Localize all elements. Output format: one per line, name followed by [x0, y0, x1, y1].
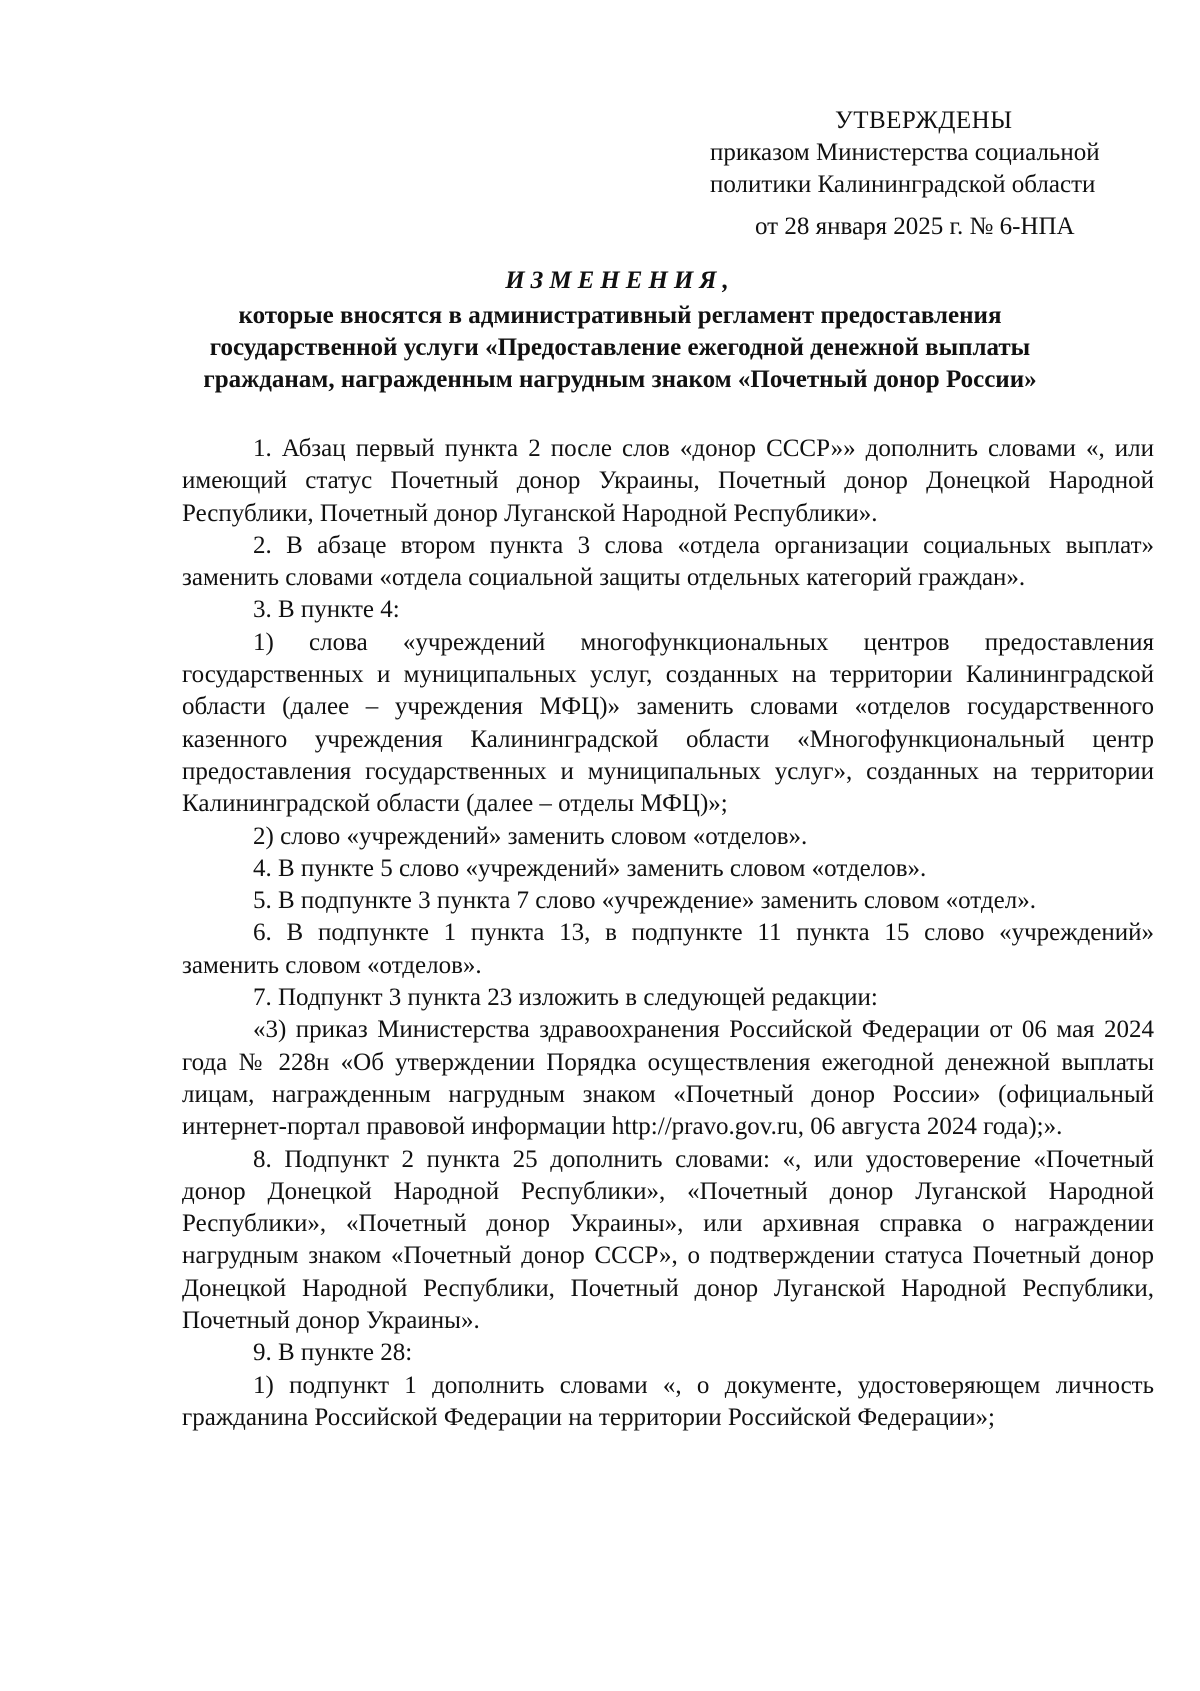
- paragraph-item-9: 9. В пункте 28:: [253, 1339, 413, 1367]
- document-subtitle: [180, 300, 1060, 396]
- subtitle-line-1: которые вносятся в административный регламент предоставления: [238, 302, 1002, 329]
- paragraph-item-8: 8. Подпункт 2 пункта 25 дополнить словами: «, или удостоверение «Почетный донор Донецкой Народной Республики», «Почетный донор Луганской Народной Республики», «Почетный донор Украины», или архивная справка о награждении нагрудным знаком «Почетный донор СССР», о подтверждении статуса Почетный донор Донецкой Народной Республики, Почетный донор Луганской Народной Республики, Почетный донор Украины».: [182, 1145, 1154, 1335]
- paragraph-item-3: 3. В пункте 4:: [253, 596, 400, 624]
- paragraph-item-3-2: 2) слово «учреждений» заменить словом «отделов».: [253, 822, 808, 850]
- paragraph-item-2: 2. В абзаце втором пункта 3 слова «отдела организации социальных выплат» заменить словами «отдела социальной защиты отдельных категорий граждан».: [182, 531, 1154, 592]
- approval-date: от 28 января 2025 г. № 6-НПА: [755, 213, 1075, 240]
- approval-heading: УТВЕРЖДЕНЫ: [835, 107, 1013, 134]
- document-title: ИЗМЕНЕНИЯ,: [505, 267, 735, 294]
- approval-stamp: [710, 105, 1170, 243]
- paragraph-item-7-quote: «3) приказ Министерства здравоохранения Российской Федерации от 06 мая 2024 года № 228н «Об утверждении Порядка осуществления ежегодной денежной выплаты лицам, награжденным нагрудным знаком «Почетный донор России» (официальный интернет-портал правовой информации http://pravo.gov.ru, 06 августа 2024 года);».: [182, 1016, 1154, 1141]
- document-body: [182, 433, 1154, 1434]
- paragraph-item-7: 7. Подпункт 3 пункта 23 изложить в следующей редакции:: [253, 984, 878, 1012]
- approval-line-2: политики Калининградской области: [710, 171, 1096, 198]
- paragraph-item-9-1: 1) подпункт 1 дополнить словами «, о документе, удостоверяющем личность гражданина Российской Федерации на территории Российской Федерации»;: [182, 1371, 1154, 1431]
- paragraph-item-5: 5. В подпункте 3 пункта 7 слово «учреждение» заменить словом «отдел».: [253, 887, 1036, 915]
- paragraph-item-3-1: 1) слова «учреждений многофункциональных центров предоставления государственных и муниципальных услуг, созданных на территории Калининградской области (далее – учреждения МФЦ)» заменить словами «отделов государственного казенного учреждения Калининградской области «Многофункциональный центр предоставления государственных и муниципальных услуг», созданных на территории Калининградской области (далее – отделы МФЦ)»;: [182, 628, 1154, 818]
- paragraph-item-1: 1. Абзац первый пункта 2 после слов «донор СССР»» дополнить словами «, или имеющий статус Почетный донор Украины, Почетный донор Донецкой Народной Республики, Почетный донор Луганской Народной Республики».: [182, 435, 1154, 527]
- paragraph-item-6: 6. В подпункте 1 пункта 13, в подпункте 11 пункта 15 слово «учреждений» заменить словом «отделов».: [182, 919, 1154, 979]
- paragraph-item-4: 4. В пункте 5 слово «учреждений» заменить словом «отделов».: [253, 854, 927, 882]
- subtitle-line-3: гражданам, награжденным нагрудным знаком «Почетный донор России»: [203, 366, 1037, 393]
- subtitle-line-2: государственной услуги «Предоставление ежегодной денежной выплаты: [209, 334, 1031, 361]
- approval-line-1: приказом Министерства социальной: [710, 139, 1100, 166]
